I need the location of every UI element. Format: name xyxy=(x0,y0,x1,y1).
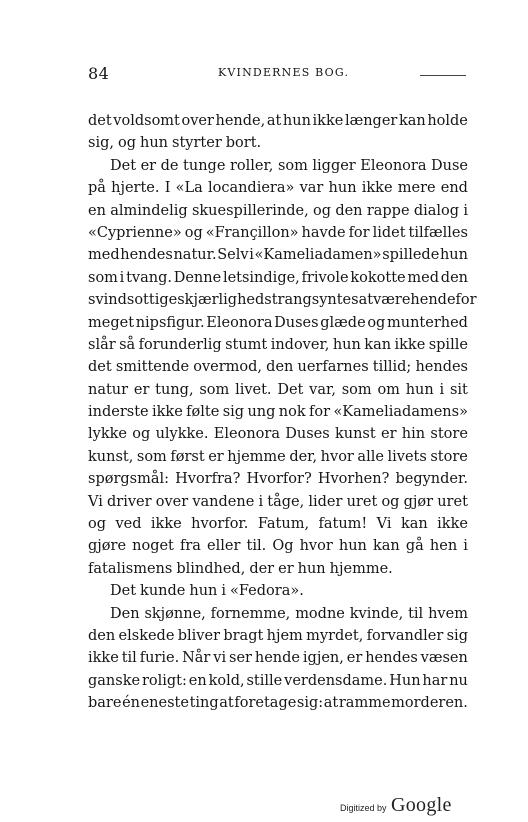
digitized-by-google-watermark xyxy=(340,794,452,817)
word: «La xyxy=(175,180,203,197)
word: livet. xyxy=(235,381,272,398)
word: fatalismens xyxy=(88,560,173,577)
word: lidet xyxy=(372,224,406,241)
word: begynder. xyxy=(395,471,468,488)
word: Hvorfor? xyxy=(246,471,312,488)
word: som xyxy=(88,269,118,286)
word: hun xyxy=(405,381,434,398)
word: roller, xyxy=(229,157,274,174)
word: vandene xyxy=(192,493,255,510)
word: i xyxy=(463,538,468,555)
word: modne xyxy=(295,605,345,622)
word: for xyxy=(348,224,370,241)
word: hun xyxy=(332,336,361,353)
word: ikke xyxy=(312,113,344,129)
word: bort. xyxy=(225,135,262,152)
word: ganske xyxy=(88,672,141,689)
word: kold, xyxy=(208,672,245,689)
word: inderste xyxy=(88,404,149,421)
word: natur. xyxy=(173,247,217,264)
word: først xyxy=(170,448,205,465)
text-line xyxy=(88,692,468,714)
word: I xyxy=(164,180,171,197)
word: blindhed, xyxy=(176,560,246,577)
word: letsindige, xyxy=(222,269,300,286)
word: på xyxy=(88,180,106,197)
word: en xyxy=(188,672,207,689)
text-line xyxy=(88,110,468,132)
word: svindsottiges xyxy=(88,292,185,309)
word: tung, xyxy=(155,381,194,398)
word: være xyxy=(373,292,411,309)
word: hun xyxy=(140,135,169,152)
word: kunst, xyxy=(88,448,134,465)
word: stille xyxy=(246,672,283,689)
text-line xyxy=(88,200,468,222)
word: ikke xyxy=(152,404,183,421)
word: er xyxy=(346,650,363,667)
text-line xyxy=(88,468,468,490)
word: at xyxy=(266,113,282,129)
word: og xyxy=(132,426,151,443)
word: om xyxy=(377,381,400,398)
word: og xyxy=(88,516,107,533)
word: og xyxy=(313,202,332,219)
word: ikke xyxy=(361,180,393,197)
word: ligger xyxy=(312,157,356,174)
word: fornemme, xyxy=(210,605,291,622)
word: der, xyxy=(289,448,318,465)
word: kunst xyxy=(334,426,376,443)
word: ikke xyxy=(150,516,182,533)
word: Hun xyxy=(389,672,421,689)
text-line xyxy=(88,423,468,445)
word: Det xyxy=(277,381,304,398)
word: holde xyxy=(427,113,468,129)
word: styrter xyxy=(172,135,222,152)
word: som xyxy=(199,381,230,398)
word: dialog xyxy=(413,202,460,219)
text-line xyxy=(88,155,468,177)
word: Fatum, xyxy=(257,516,310,533)
word: ser xyxy=(229,650,252,667)
word: de xyxy=(160,157,179,174)
word: og xyxy=(184,224,203,241)
word: indover, xyxy=(270,336,330,353)
word: kvinde, xyxy=(349,605,404,622)
word: Den xyxy=(110,605,140,622)
word: eneste xyxy=(140,695,189,712)
word: i xyxy=(119,269,125,286)
word: «Kameliadamen» xyxy=(254,247,382,264)
word: «Cyprienne» xyxy=(88,224,182,241)
word: tilfælles xyxy=(408,224,468,241)
word: Duses xyxy=(285,426,330,443)
word: eller xyxy=(207,538,241,555)
word: tunge xyxy=(183,157,226,174)
word: Duses xyxy=(274,314,319,331)
word: spørgsmål: xyxy=(88,471,170,488)
word: slår xyxy=(88,336,116,353)
word: med xyxy=(407,269,440,286)
word: som xyxy=(277,157,308,174)
word: Det xyxy=(110,157,137,174)
text-line xyxy=(88,670,468,692)
word: kan xyxy=(398,113,426,129)
text-line xyxy=(88,244,468,266)
word: kan xyxy=(400,516,428,533)
word: furie. xyxy=(139,650,180,667)
word: skjønne, xyxy=(144,605,206,622)
word: følte xyxy=(186,404,220,421)
word: hin xyxy=(401,426,426,443)
word: hjem xyxy=(266,627,303,644)
word: ramme xyxy=(338,695,391,712)
word: noget xyxy=(132,538,174,555)
word: at xyxy=(323,695,339,712)
word: i xyxy=(439,381,445,398)
word: hen xyxy=(429,538,458,555)
word: hvor xyxy=(299,538,333,555)
word: meget xyxy=(88,314,135,331)
text-line xyxy=(88,132,468,154)
word: tåge, xyxy=(267,493,305,510)
word: bare xyxy=(88,695,122,712)
word: i xyxy=(258,493,264,510)
word: rappe xyxy=(366,202,410,219)
text-line xyxy=(88,580,468,602)
word: Eleonora xyxy=(213,426,280,443)
page-header xyxy=(88,64,468,90)
word: store xyxy=(430,426,468,443)
word: overmod, xyxy=(193,359,263,376)
word: hun xyxy=(338,538,367,555)
word: Denne xyxy=(173,269,222,286)
word: sit xyxy=(449,381,468,398)
word: syntes xyxy=(311,292,359,309)
word: har xyxy=(422,672,448,689)
word: hun xyxy=(328,180,357,197)
text-line xyxy=(88,222,468,244)
word: og xyxy=(117,135,136,152)
word: til xyxy=(408,605,424,622)
word: at xyxy=(219,695,234,712)
text-line xyxy=(88,647,468,669)
word: natur xyxy=(88,381,129,398)
word: driver xyxy=(107,493,152,510)
word: over xyxy=(155,493,189,510)
word: igjen, xyxy=(302,650,344,667)
word: ikke xyxy=(394,336,426,353)
word: hvem xyxy=(428,605,468,622)
word: længer xyxy=(344,113,398,129)
word: spillede xyxy=(382,247,440,264)
word: som xyxy=(136,448,167,465)
text-line xyxy=(88,177,468,199)
text-line xyxy=(88,603,468,625)
word: hvor xyxy=(320,448,354,465)
text-line xyxy=(88,267,468,289)
word: skuespillerinde, xyxy=(191,202,309,219)
word: hun xyxy=(282,113,311,129)
word: frivole xyxy=(301,269,349,286)
word: er xyxy=(380,426,397,443)
word: Eleonora xyxy=(360,157,427,174)
word: locandiera» xyxy=(207,180,295,197)
word: Eleonora xyxy=(206,314,273,331)
word: hendes xyxy=(120,247,173,264)
word: der xyxy=(249,560,275,577)
word: den xyxy=(440,269,468,286)
word: og xyxy=(367,314,386,331)
word: den xyxy=(88,627,116,644)
word: Og xyxy=(272,538,294,555)
word: hjerte. xyxy=(111,180,160,197)
word: ikke xyxy=(88,650,119,667)
word: hjemme xyxy=(227,448,286,465)
word: hjemme. xyxy=(329,560,393,577)
word: er xyxy=(140,157,157,174)
word: en xyxy=(88,202,106,219)
word: i xyxy=(221,583,227,600)
word: voldsomt xyxy=(113,113,180,129)
word: fra xyxy=(179,538,201,555)
word: kan xyxy=(373,538,400,555)
body-text xyxy=(88,110,477,715)
word: hun xyxy=(297,560,326,577)
word: ikke xyxy=(437,516,468,533)
word: tillid; xyxy=(372,359,412,376)
word: sig xyxy=(222,404,245,421)
word: én xyxy=(122,695,140,712)
word: med xyxy=(88,247,120,264)
text-line xyxy=(88,312,468,334)
text-line xyxy=(88,558,468,580)
word: lykke xyxy=(88,426,127,443)
word: end xyxy=(440,180,468,197)
word: almindelig xyxy=(110,202,188,219)
word: for xyxy=(455,292,477,309)
word: det xyxy=(88,113,112,129)
word: stumt xyxy=(225,336,268,353)
word: ved xyxy=(115,516,142,533)
word: for xyxy=(309,404,331,421)
running-title: KVINDERNES BOG. xyxy=(218,66,350,79)
word: i xyxy=(463,202,468,219)
word: og xyxy=(381,493,400,510)
word: bliver xyxy=(177,627,221,644)
word: kan xyxy=(364,336,392,353)
word: gjør xyxy=(403,493,434,510)
word: uret xyxy=(437,493,468,510)
word: Hvorhen? xyxy=(317,471,390,488)
word: som xyxy=(341,381,372,398)
word: det xyxy=(88,359,112,376)
word: gå xyxy=(405,538,424,555)
word: Det xyxy=(110,583,137,600)
word: sig: xyxy=(296,695,324,712)
word: ung xyxy=(247,404,276,421)
word: kjærlighedstrang xyxy=(184,292,312,309)
page-number: 84 xyxy=(88,64,110,83)
word: hun xyxy=(189,583,218,600)
word: Hvorfra? xyxy=(175,471,241,488)
word: munterhed xyxy=(386,314,468,331)
word: hende, xyxy=(215,113,266,129)
word: verdensdame. xyxy=(284,672,388,689)
word: vi xyxy=(213,650,227,667)
word: er xyxy=(133,381,150,398)
word: Vi xyxy=(88,493,103,510)
word: «Françillon» xyxy=(205,224,299,241)
word: tvang. xyxy=(126,269,172,286)
word: over xyxy=(181,113,214,129)
word: forunderlig xyxy=(138,336,222,353)
word: «Fedora». xyxy=(230,583,304,600)
word: foretage xyxy=(234,695,297,712)
word: til xyxy=(121,650,137,667)
word: nipsfigur. xyxy=(135,314,205,331)
word: myrdet, xyxy=(306,627,364,644)
text-line xyxy=(88,446,468,468)
digitized-by-label: Digitized by xyxy=(340,803,387,813)
word: hende xyxy=(254,650,301,667)
text-line xyxy=(88,513,468,535)
word: mere xyxy=(397,180,436,197)
word: var xyxy=(299,180,324,197)
text-line xyxy=(88,289,477,311)
google-logo-text: Google xyxy=(390,794,452,816)
word: sig xyxy=(446,627,468,644)
word: store xyxy=(430,448,468,465)
word: hende xyxy=(410,292,456,309)
word: den xyxy=(335,202,363,219)
word: fatum! xyxy=(318,516,368,533)
word: kunde xyxy=(140,583,186,600)
word: bragt xyxy=(223,627,264,644)
word: Duse xyxy=(431,157,468,174)
word: hendes xyxy=(415,359,468,376)
word: hvorfor. xyxy=(191,516,249,533)
word: den xyxy=(266,359,294,376)
word: havde xyxy=(301,224,346,241)
word: er xyxy=(278,560,294,577)
word: er xyxy=(208,448,224,465)
word: roligt: xyxy=(141,672,187,689)
word: «Kameliadamens» xyxy=(333,404,468,421)
word: hendes xyxy=(365,650,418,667)
text-line xyxy=(88,379,468,401)
word: hun xyxy=(439,247,468,264)
word: morderen. xyxy=(391,695,468,712)
text-line xyxy=(88,334,468,356)
header-rule xyxy=(420,75,466,76)
text-line xyxy=(88,356,468,378)
word: uret xyxy=(346,493,378,510)
word: sig, xyxy=(88,135,114,152)
text-line xyxy=(88,491,468,513)
word: spille xyxy=(428,336,468,353)
word: nu xyxy=(449,672,468,689)
word: kokotte xyxy=(350,269,406,286)
word: til. xyxy=(246,538,267,555)
text-line xyxy=(88,401,468,423)
word: forvandler xyxy=(366,627,444,644)
text-line xyxy=(88,535,468,557)
word: ulykke. xyxy=(155,426,209,443)
text-line xyxy=(88,625,468,647)
word: livets xyxy=(387,448,427,465)
word: at xyxy=(358,292,374,309)
word: Når xyxy=(182,650,211,667)
word: var, xyxy=(309,381,336,398)
word: smittende xyxy=(115,359,190,376)
word: Vi xyxy=(376,516,392,533)
word: nok xyxy=(278,404,306,421)
word: glæde xyxy=(320,314,366,331)
word: væsen xyxy=(420,650,468,667)
word: lider xyxy=(308,493,343,510)
word: ting xyxy=(189,695,219,712)
word: Selv xyxy=(217,247,249,264)
word: gjøre xyxy=(88,538,127,555)
word: alle xyxy=(357,448,384,465)
word: uerfarnes xyxy=(297,359,369,376)
word: elskede xyxy=(118,627,175,644)
word: så xyxy=(119,336,136,353)
word: i xyxy=(249,247,254,264)
